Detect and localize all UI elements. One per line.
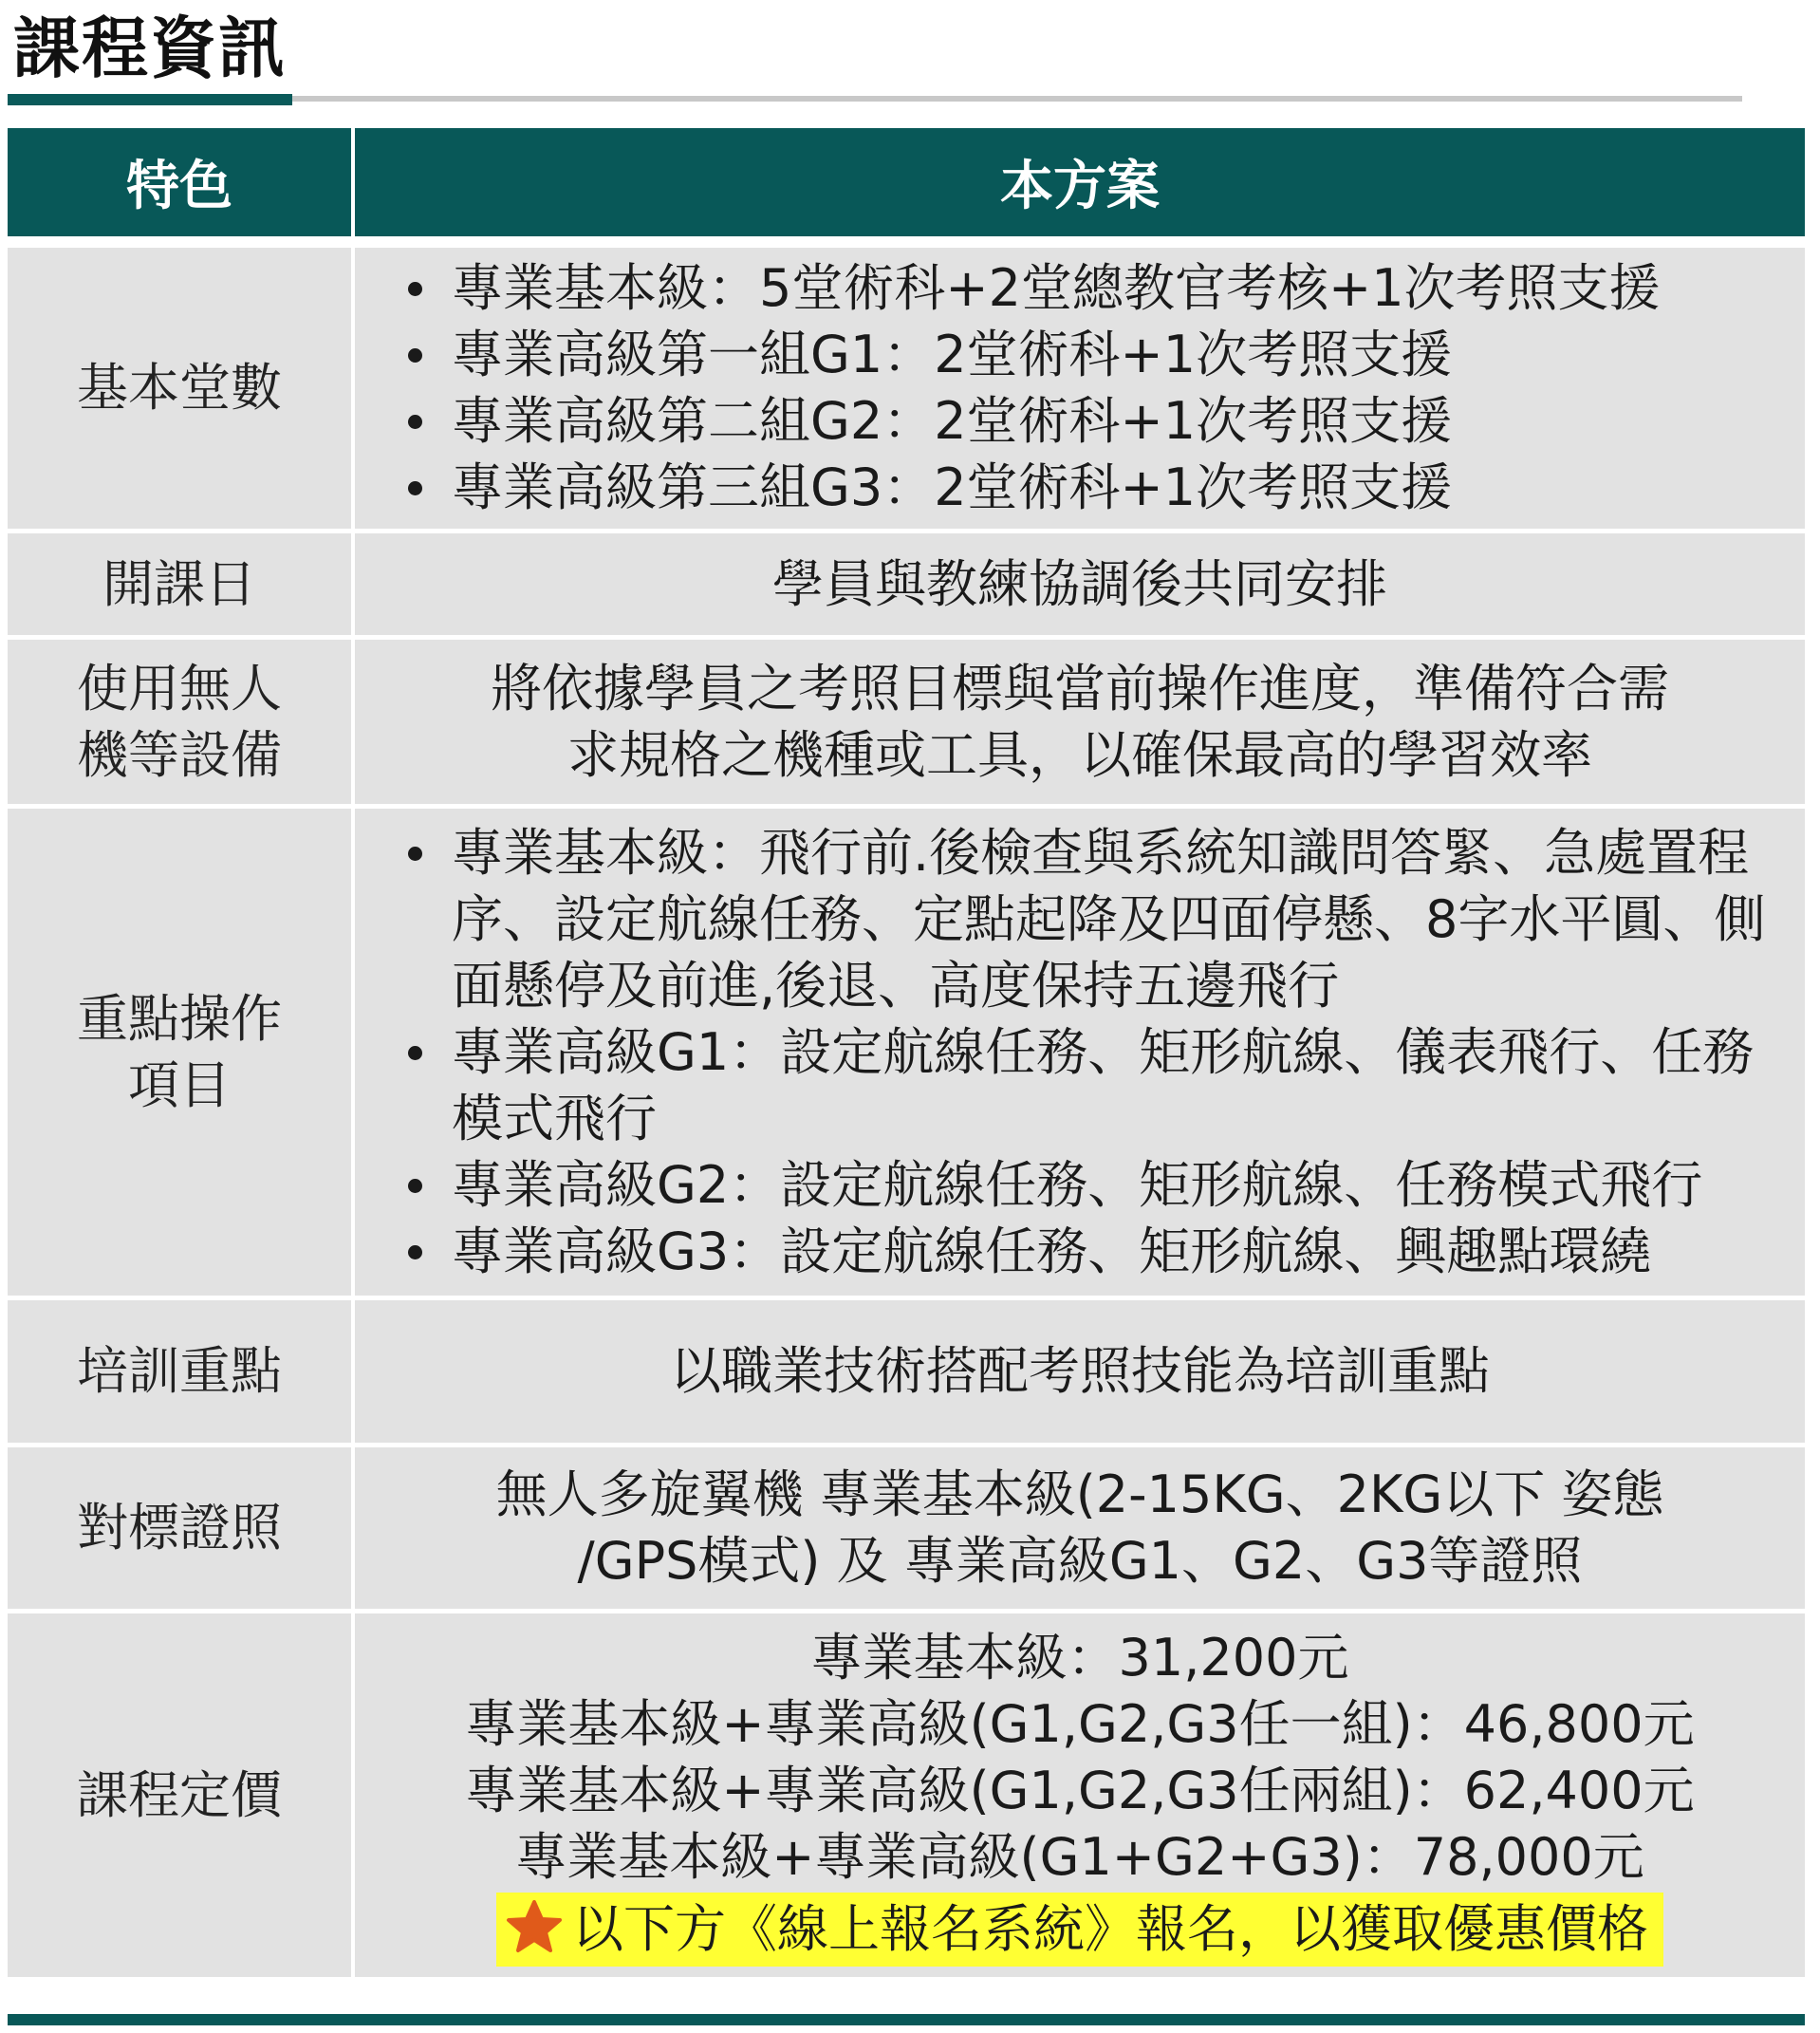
star-icon xyxy=(506,1899,563,1954)
price-line: 專業基本級：31,200元 xyxy=(810,1627,1349,1688)
course-info-table xyxy=(8,128,1805,1977)
row-label: 對標證照 xyxy=(8,1443,355,1609)
row-value xyxy=(355,635,1805,804)
row-value xyxy=(355,1609,1805,1977)
table-header-row xyxy=(8,128,1805,236)
price-line: 專業基本級+專業高級(G1+G2+G3)：78,000元 xyxy=(515,1826,1644,1887)
table-bottom-bar xyxy=(8,2014,1805,2025)
title-accent-bar xyxy=(8,94,292,105)
header-feature: 特色 xyxy=(8,128,355,236)
row-price xyxy=(8,1609,1805,1977)
row-label: 培訓重點 xyxy=(8,1296,355,1443)
row-label-line: 項目 xyxy=(128,1054,231,1115)
key-operations-list xyxy=(355,820,1805,1285)
row-value: 學員與教練協調後共同安排 xyxy=(355,529,1805,635)
row-target-license xyxy=(8,1443,1805,1609)
promo-banner xyxy=(496,1893,1663,1967)
row-label-line: 機等設備 xyxy=(77,724,282,785)
list-item: 專業基本級：飛行前.後檢查與系統知識問答緊、急處置程序、設定航線任務、定點起降及四面停懸、8字水平圓、側面懸停及前進,後退、高度保持五邊飛行 xyxy=(406,820,1786,1019)
row-value xyxy=(355,236,1805,529)
promo-text: 以下方《線上報名系統》報名，以獲取優惠價格 xyxy=(572,1898,1648,1959)
basic-sessions-list xyxy=(355,255,1805,521)
row-start-date xyxy=(8,529,1805,635)
row-label: 基本堂數 xyxy=(8,236,355,529)
row-value: 以職業技術搭配考照技能為培訓重點 xyxy=(355,1296,1805,1443)
header-plan: 本方案 xyxy=(355,128,1805,236)
row-label: 課程定價 xyxy=(8,1609,355,1977)
row-label-line: 使用無人 xyxy=(77,658,282,718)
row-value xyxy=(355,1443,1805,1609)
row-label-line: 重點操作 xyxy=(77,988,282,1049)
price-line: 專業基本級+專業高級(G1,G2,G3任一組)：46,800元 xyxy=(465,1693,1695,1754)
row-label xyxy=(8,804,355,1296)
page-title: 課程資訊 xyxy=(13,9,287,87)
row-key-operations xyxy=(8,804,1805,1296)
row-value-line: /GPS模式) 及 專業高級G1、G2、G3等證照 xyxy=(577,1531,1583,1591)
list-item: 專業高級G2：設定航線任務、矩形航線、任務模式飛行 xyxy=(406,1152,1786,1219)
list-item: 專業高級G3：設定航線任務、矩形航線、興趣點環繞 xyxy=(406,1219,1786,1285)
row-value-line: 求規格之機種或工具，以確保最高的學習效率 xyxy=(567,724,1592,785)
row-label xyxy=(8,635,355,804)
list-item: 專業高級第二組G2：2堂術科+1次考照支援 xyxy=(406,388,1786,455)
row-value-line: 將依據學員之考照目標與當前操作進度，準備符合需 xyxy=(491,658,1669,718)
row-basic-sessions xyxy=(8,236,1805,529)
list-item: 專業高級第一組G1：2堂術科+1次考照支援 xyxy=(406,322,1786,388)
row-training-focus xyxy=(8,1296,1805,1443)
row-value-line: 無人多旋翼機 專業基本級(2-15KG、2KG以下 姿態 xyxy=(495,1464,1664,1524)
row-equipment xyxy=(8,635,1805,804)
list-item: 專業高級G1：設定航線任務、矩形航線、儀表飛行、任務模式飛行 xyxy=(406,1019,1786,1152)
row-value xyxy=(355,804,1805,1296)
list-item: 專業高級第三組G3：2堂術科+1次考照支援 xyxy=(406,455,1786,521)
price-line: 專業基本級+專業高級(G1,G2,G3任兩組)：62,400元 xyxy=(465,1760,1695,1820)
row-label: 開課日 xyxy=(8,529,355,635)
list-item: 專業基本級：5堂術科+2堂總教官考核+1次考照支援 xyxy=(406,255,1786,322)
